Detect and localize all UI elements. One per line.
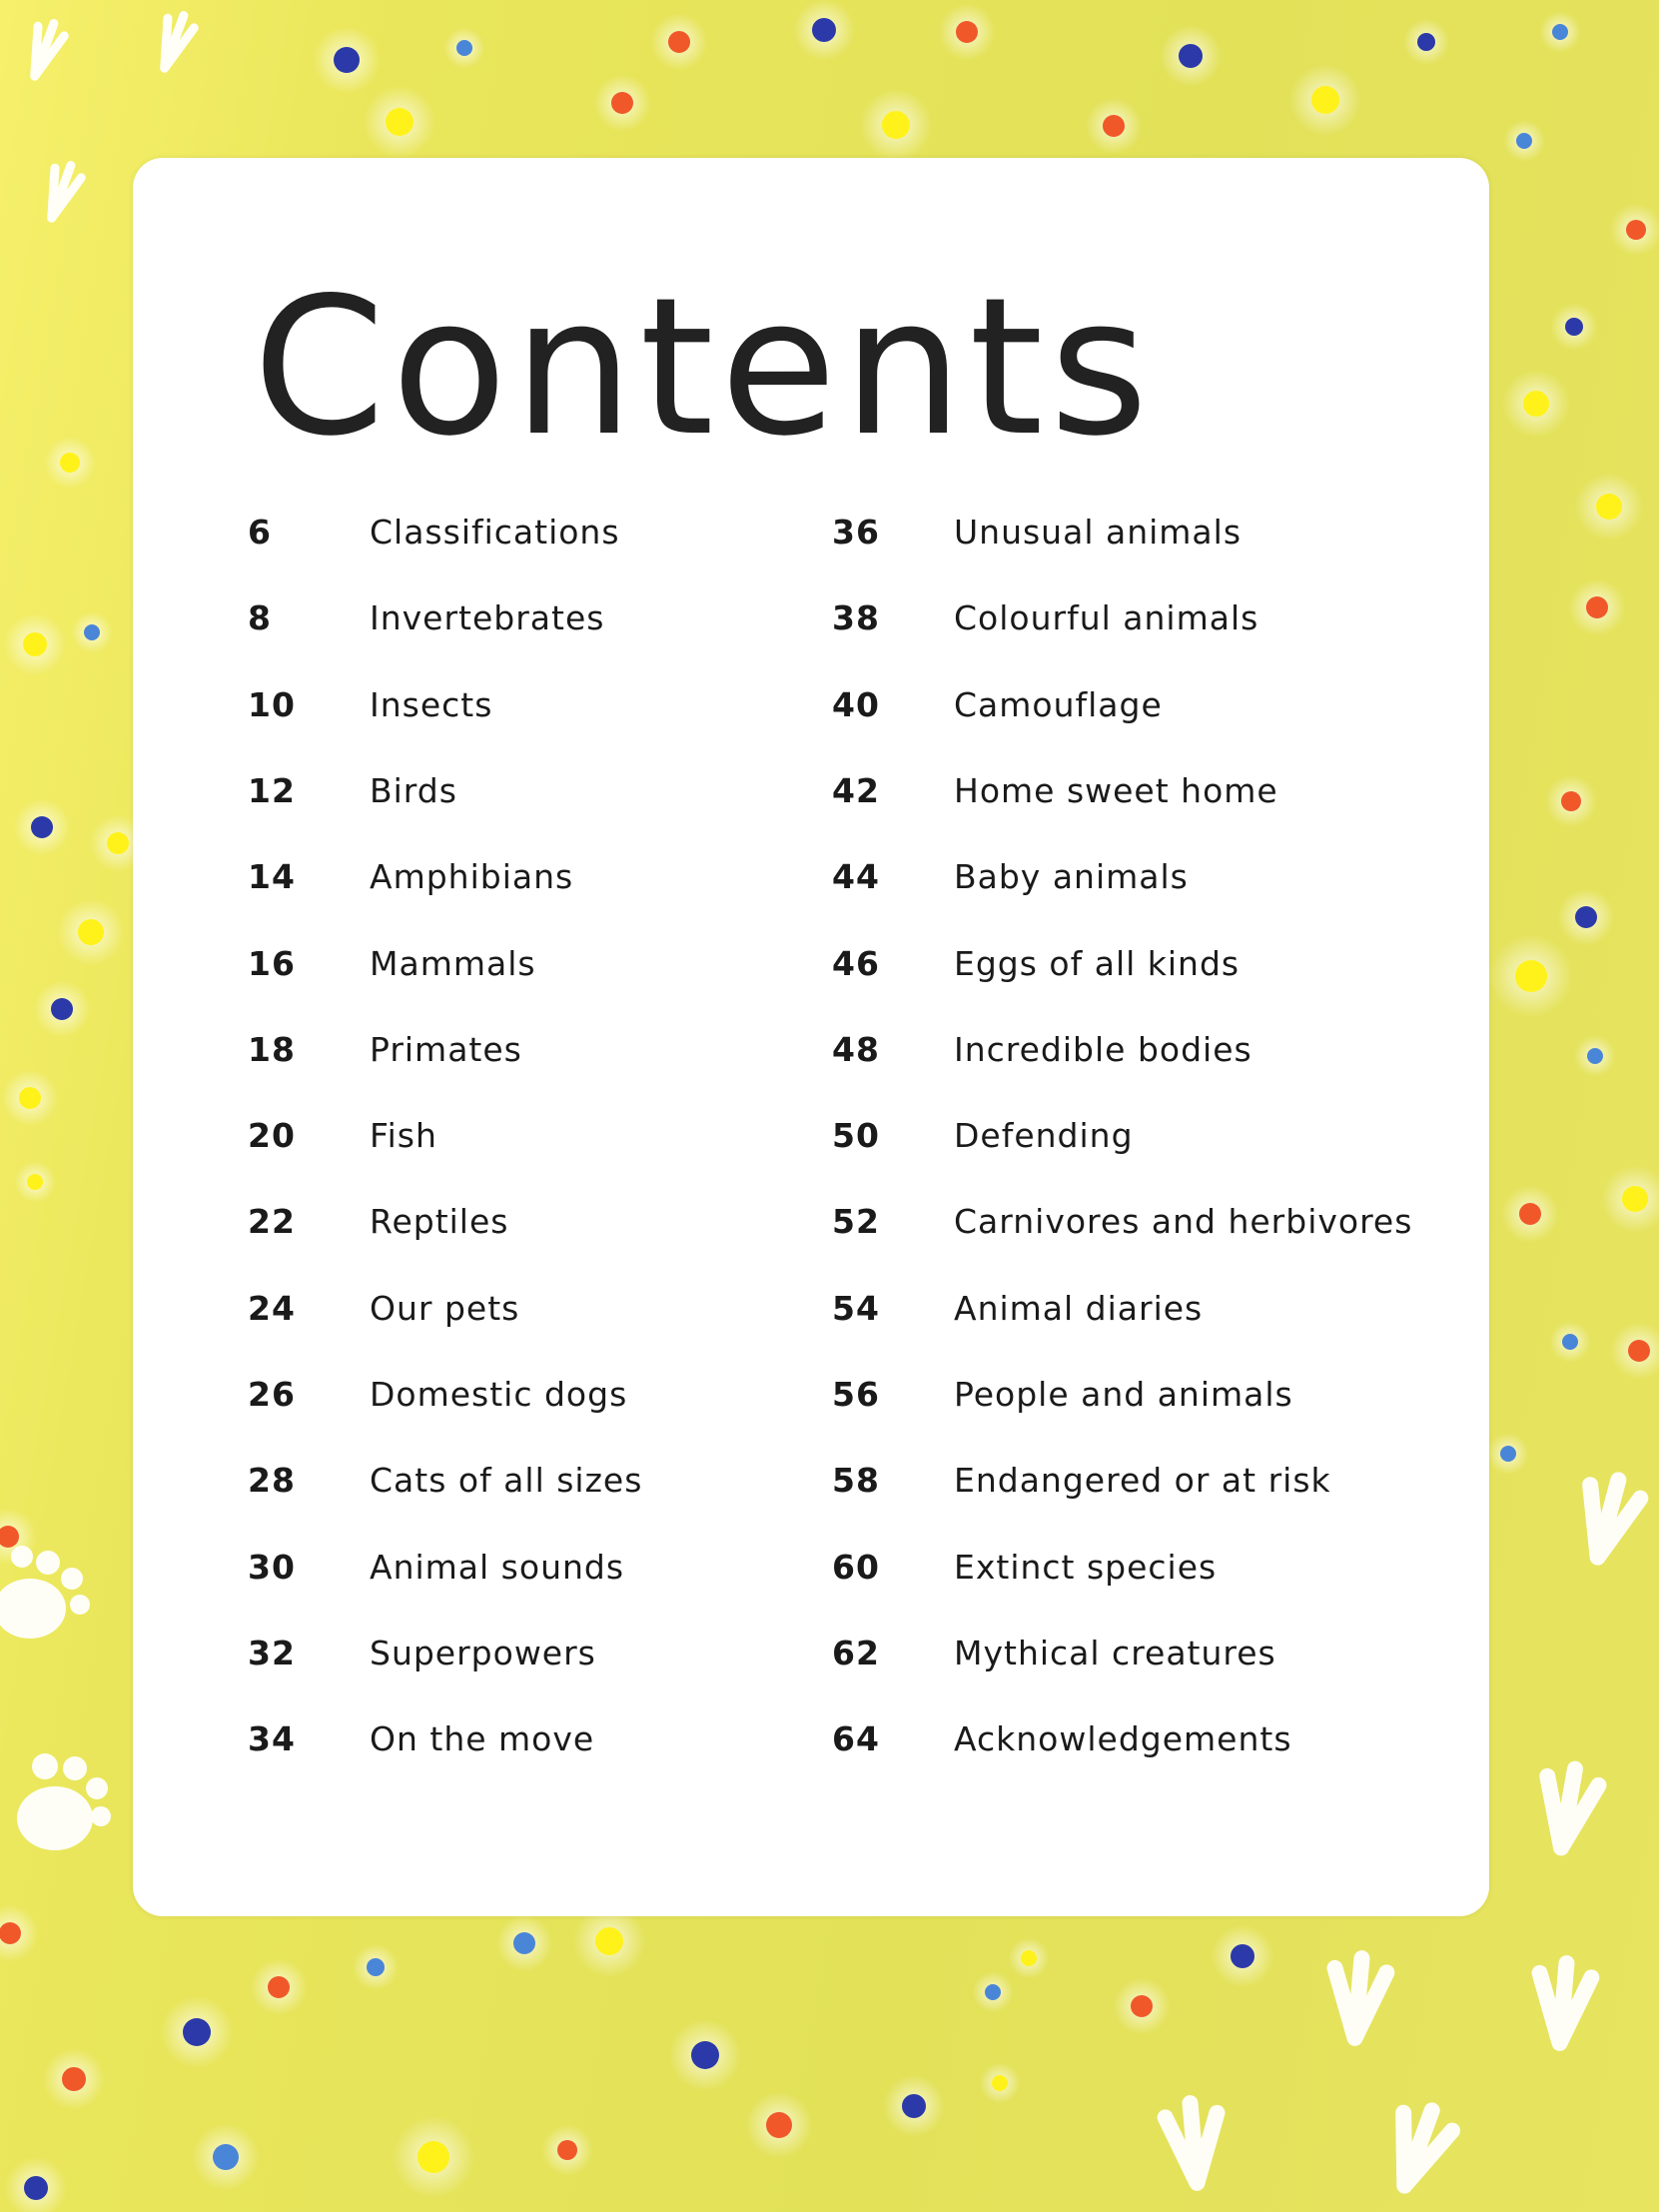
contents-entry: [248, 598, 847, 638]
paw-print-icon: [0, 1546, 90, 1639]
confetti-dot: [1626, 220, 1646, 240]
confetti-dot: [956, 21, 978, 43]
confetti-dot: [513, 1932, 535, 1954]
confetti-dot: [1596, 494, 1622, 520]
confetti-dot: [1231, 1944, 1254, 1968]
confetti-dot: [107, 832, 129, 854]
entry-page-number: 22: [248, 1202, 296, 1242]
contents-entry: [832, 598, 1431, 638]
confetti-dot: [691, 2041, 719, 2069]
contents-entry: [832, 513, 1431, 553]
entry-title: Unusual animals: [954, 513, 1243, 552]
entry-title: Mammals: [370, 943, 536, 983]
entry-title: Incredible bodies: [954, 1029, 1252, 1069]
confetti-dot: [812, 18, 836, 42]
entry-title: Endangered or at risk: [954, 1461, 1331, 1501]
entry-title: On the move: [370, 1719, 595, 1759]
bird-footprint-icon: [1573, 1474, 1644, 1565]
confetti-dot: [334, 47, 360, 73]
confetti-dot: [62, 2067, 86, 2091]
confetti-dot: [611, 92, 633, 114]
confetti-dot: [268, 1976, 290, 1998]
contents-entry: [248, 1202, 847, 1242]
entry-title: Classifications: [370, 513, 620, 552]
contents-entry: [248, 1289, 847, 1329]
entry-title: Home sweet home: [954, 770, 1278, 810]
bird-footprint-icon: [1535, 1764, 1600, 1852]
confetti-dot: [183, 2018, 211, 2046]
confetti-dot: [882, 111, 910, 139]
confetti-dot: [1519, 1203, 1541, 1225]
entry-page-number: 58: [832, 1461, 880, 1501]
entry-page-number: 18: [248, 1029, 296, 1069]
contents-entry: [832, 1375, 1431, 1415]
paw-print-icon: [17, 1753, 111, 1850]
contents-entry: [832, 1719, 1431, 1759]
entry-title: Colourful animals: [954, 598, 1259, 638]
confetti-dot: [1622, 1186, 1648, 1212]
confetti-dot: [19, 1087, 41, 1109]
confetti-dot: [1562, 1334, 1578, 1350]
entry-title: Reptiles: [370, 1202, 509, 1242]
confetti-dot: [1552, 24, 1568, 40]
entry-page-number: 6: [248, 513, 272, 552]
entry-title: Our pets: [370, 1288, 520, 1328]
confetti-dot: [31, 816, 53, 838]
bird-footprint-icon: [1165, 2101, 1224, 2185]
entry-page-number: 14: [248, 857, 296, 897]
bird-footprint-icon: [152, 11, 197, 73]
entry-page-number: 24: [248, 1288, 296, 1328]
contents-entry: [248, 1719, 847, 1759]
entry-title: Extinct species: [954, 1547, 1218, 1587]
entry-title: Invertebrates: [370, 598, 605, 638]
confetti-dot: [1628, 1340, 1650, 1362]
entry-title: Primates: [370, 1029, 522, 1069]
entry-page-number: 34: [248, 1719, 296, 1759]
confetti-dot: [51, 998, 73, 1020]
entry-page-number: 42: [832, 770, 880, 810]
entry-page-number: 36: [832, 513, 880, 552]
contents-entry: [832, 771, 1431, 811]
confetti-dot: [1103, 115, 1125, 137]
contents-entry: [832, 1634, 1431, 1673]
confetti-dot: [902, 2094, 926, 2118]
entry-page-number: 48: [832, 1029, 880, 1069]
contents-entry: [832, 857, 1431, 897]
confetti-dot: [24, 2176, 48, 2200]
entry-page-number: 52: [832, 1202, 880, 1242]
entry-page-number: 10: [248, 684, 296, 724]
contents-entry: [248, 1030, 847, 1070]
confetti-dot: [1500, 1446, 1516, 1462]
bird-footprint-icon: [1329, 1956, 1388, 2040]
contents-entry: [832, 1461, 1431, 1501]
confetti-dot: [985, 1984, 1001, 2000]
confetti-dot: [84, 624, 100, 640]
confetti-dot: [23, 632, 47, 656]
confetti-dot: [27, 1174, 43, 1190]
entry-page-number: 64: [832, 1719, 880, 1759]
entry-page-number: 32: [248, 1633, 296, 1672]
entry-title: Cats of all sizes: [370, 1461, 643, 1501]
entry-page-number: 46: [832, 943, 880, 983]
confetti-dot: [1179, 44, 1203, 68]
entry-page-number: 54: [832, 1288, 880, 1328]
confetti-dot: [386, 108, 414, 136]
contents-entry: [248, 1116, 847, 1156]
entry-title: Amphibians: [370, 857, 574, 897]
confetti-dot: [1523, 391, 1549, 417]
confetti-dot: [668, 31, 690, 53]
entry-page-number: 26: [248, 1375, 296, 1414]
confetti-dot: [1586, 596, 1608, 618]
confetti-dot: [60, 453, 80, 473]
entry-page-number: 60: [832, 1547, 880, 1587]
contents-entry: [248, 513, 847, 553]
contents-entry: [832, 1116, 1431, 1156]
confetti-dot: [1587, 1048, 1603, 1064]
contents-entry: [832, 1030, 1431, 1070]
entry-title: Mythical creatures: [954, 1633, 1276, 1672]
bird-footprint-icon: [1380, 2102, 1456, 2195]
entry-page-number: 44: [832, 857, 880, 897]
entry-title: Camouflage: [954, 684, 1163, 724]
entry-title: Fish: [370, 1116, 437, 1156]
entry-title: Superpowers: [370, 1633, 596, 1672]
entry-page-number: 30: [248, 1547, 296, 1587]
confetti-dot: [1516, 133, 1532, 149]
entry-page-number: 38: [832, 598, 880, 638]
entry-title: People and animals: [954, 1375, 1293, 1414]
contents-entry: [832, 1548, 1431, 1588]
contents-entry: [832, 944, 1431, 984]
entry-page-number: 50: [832, 1116, 880, 1156]
contents-entry: [832, 1202, 1431, 1242]
entry-title: Insects: [370, 684, 493, 724]
entry-title: Defending: [954, 1116, 1134, 1156]
confetti-dot: [557, 2140, 577, 2160]
confetti-dot: [1417, 33, 1435, 51]
confetti-dot: [367, 1958, 385, 1976]
entry-title: Animal sounds: [370, 1547, 625, 1587]
confetti-dot: [417, 2141, 449, 2173]
entry-page-number: 62: [832, 1633, 880, 1672]
contents-panel: [133, 158, 1489, 1916]
entry-title: Acknowledgements: [954, 1719, 1292, 1759]
contents-entry: [832, 1289, 1431, 1329]
entry-title: Animal diaries: [954, 1288, 1204, 1328]
contents-entry: [248, 685, 847, 725]
bird-footprint-icon: [22, 19, 67, 81]
bird-footprint-icon: [39, 161, 84, 223]
entry-page-number: 20: [248, 1116, 296, 1156]
bird-footprint-icon: [1534, 1961, 1593, 2045]
confetti-dot: [595, 1927, 623, 1955]
entry-title: Birds: [370, 770, 457, 810]
confetti-dot: [766, 2112, 792, 2138]
confetti-dot: [1565, 318, 1583, 336]
confetti-dot: [1575, 906, 1597, 928]
confetti-dot: [1311, 86, 1339, 114]
confetti-dot: [78, 919, 104, 945]
confetti-dot: [1561, 791, 1581, 811]
entry-page-number: 40: [832, 684, 880, 724]
entry-page-number: 12: [248, 770, 296, 810]
page-title: Contents: [253, 257, 1155, 478]
confetti-dot: [456, 40, 472, 56]
entry-page-number: 16: [248, 943, 296, 983]
contents-entry: [248, 1634, 847, 1673]
contents-entry: [248, 1461, 847, 1501]
entry-title: Eggs of all kinds: [954, 943, 1241, 983]
contents-entry: [248, 1548, 847, 1588]
contents-entry: [248, 857, 847, 897]
contents-entry: [248, 771, 847, 811]
entry-title: Baby animals: [954, 857, 1189, 897]
contents-entry: [248, 944, 847, 984]
confetti-dot: [1021, 1950, 1037, 1966]
entry-title: Domestic dogs: [370, 1375, 628, 1414]
contents-entry: [248, 1375, 847, 1415]
contents-entry: [832, 685, 1431, 725]
entry-page-number: 28: [248, 1461, 296, 1501]
confetti-dot: [213, 2144, 239, 2170]
confetti-dot: [992, 2075, 1008, 2091]
confetti-dot: [1515, 960, 1547, 992]
entry-page-number: 8: [248, 598, 272, 638]
confetti-dot: [1131, 1995, 1153, 2017]
entry-title: Carnivores and herbivores: [954, 1202, 1413, 1242]
confetti-dot: [0, 1922, 21, 1944]
entry-page-number: 56: [832, 1375, 880, 1414]
